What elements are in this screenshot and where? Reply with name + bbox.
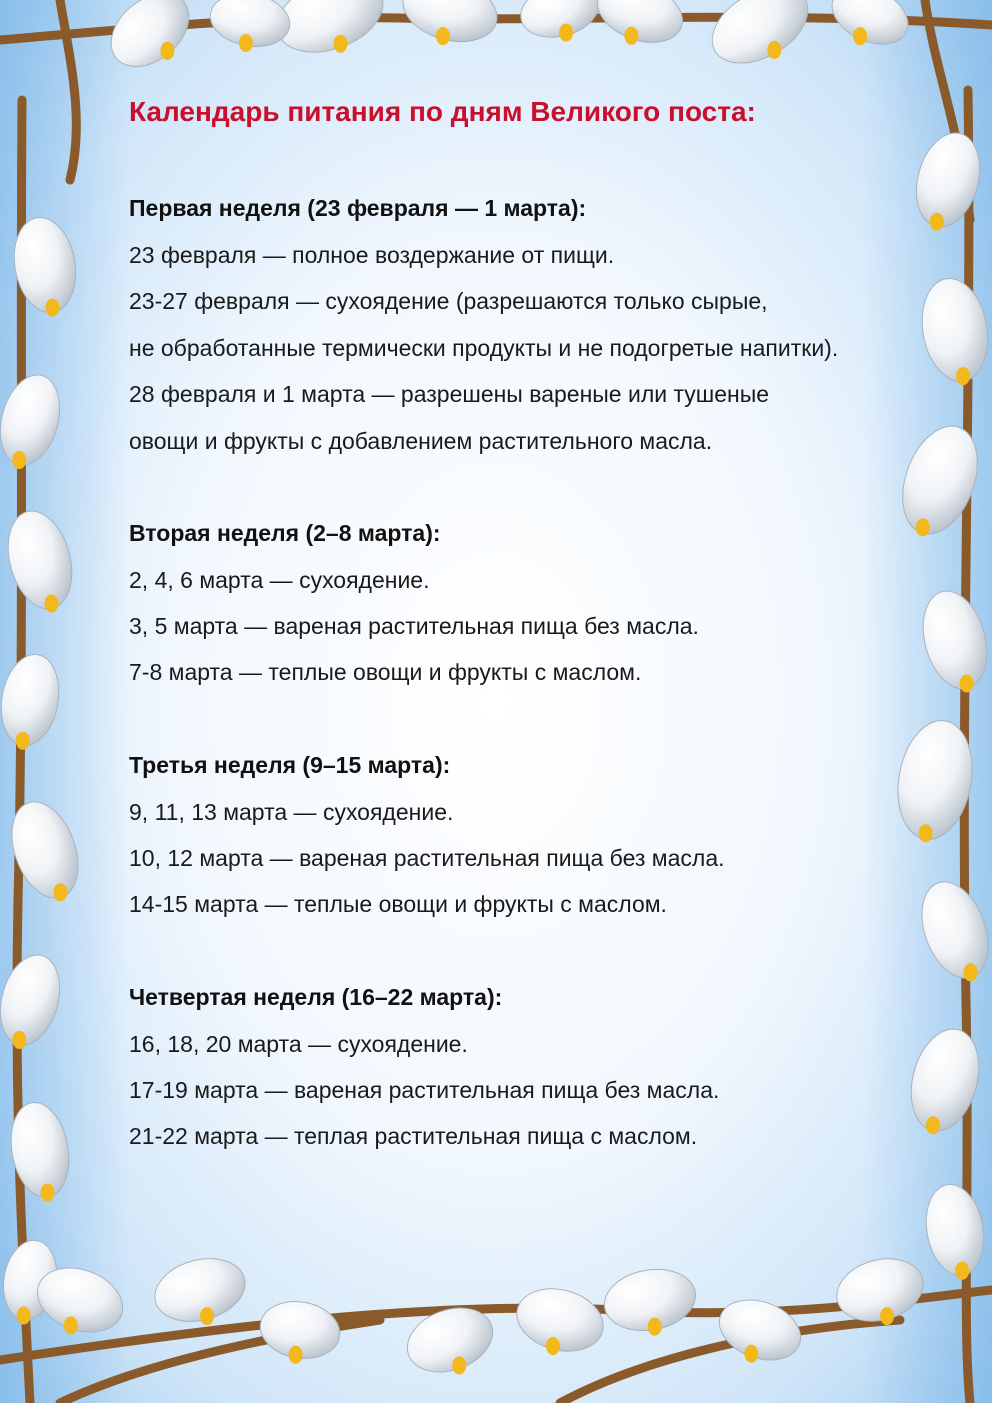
week-3-heading: Третья неделя (9–15 марта): [129, 752, 451, 778]
week-2-line: 7-8 марта — теплые овощи и фрукты с маслом. [129, 659, 642, 685]
week-1-line: 28 февраля и 1 марта — разрешены вареные или тушеные [129, 381, 770, 407]
week-1-line: 23 февраля — полное воздержание от пищи. [129, 242, 615, 268]
week-3-line: 10, 12 марта — вареная растительная пища без масла. [129, 845, 725, 871]
week-2-heading: Вторая неделя (2–8 марта): [129, 520, 441, 546]
week-1-line: не обработанные термически продукты и не подогретые напитки). [129, 335, 839, 361]
week-2-line: 3, 5 марта — вареная растительная пища без масла. [129, 613, 699, 639]
week-1-line: овощи и фрукты с добавлением растительного масла. [129, 428, 713, 454]
week-2-line: 2, 4, 6 марта — сухоядение. [129, 567, 430, 593]
week-3-line: 9, 11, 13 марта — сухоядение. [129, 799, 454, 825]
page-title: Календарь питания по дням Великого поста: [129, 96, 756, 127]
week-1-line: 23-27 февраля — сухоядение (разрешаются только сырые, [129, 288, 768, 314]
week-4-line: 17-19 марта — вареная растительная пища без масла. [129, 1077, 720, 1103]
week-4-heading: Четвертая неделя (16–22 марта): [129, 984, 503, 1010]
week-3-line: 14-15 марта — теплые овощи и фрукты с маслом. [129, 891, 667, 917]
week-4-line: 21-22 марта — теплая растительная пища с маслом. [129, 1123, 698, 1149]
week-1-heading: Первая неделя (23 февраля — 1 марта): [129, 195, 587, 221]
week-4-line: 16, 18, 20 марта — сухоядение. [129, 1031, 468, 1057]
